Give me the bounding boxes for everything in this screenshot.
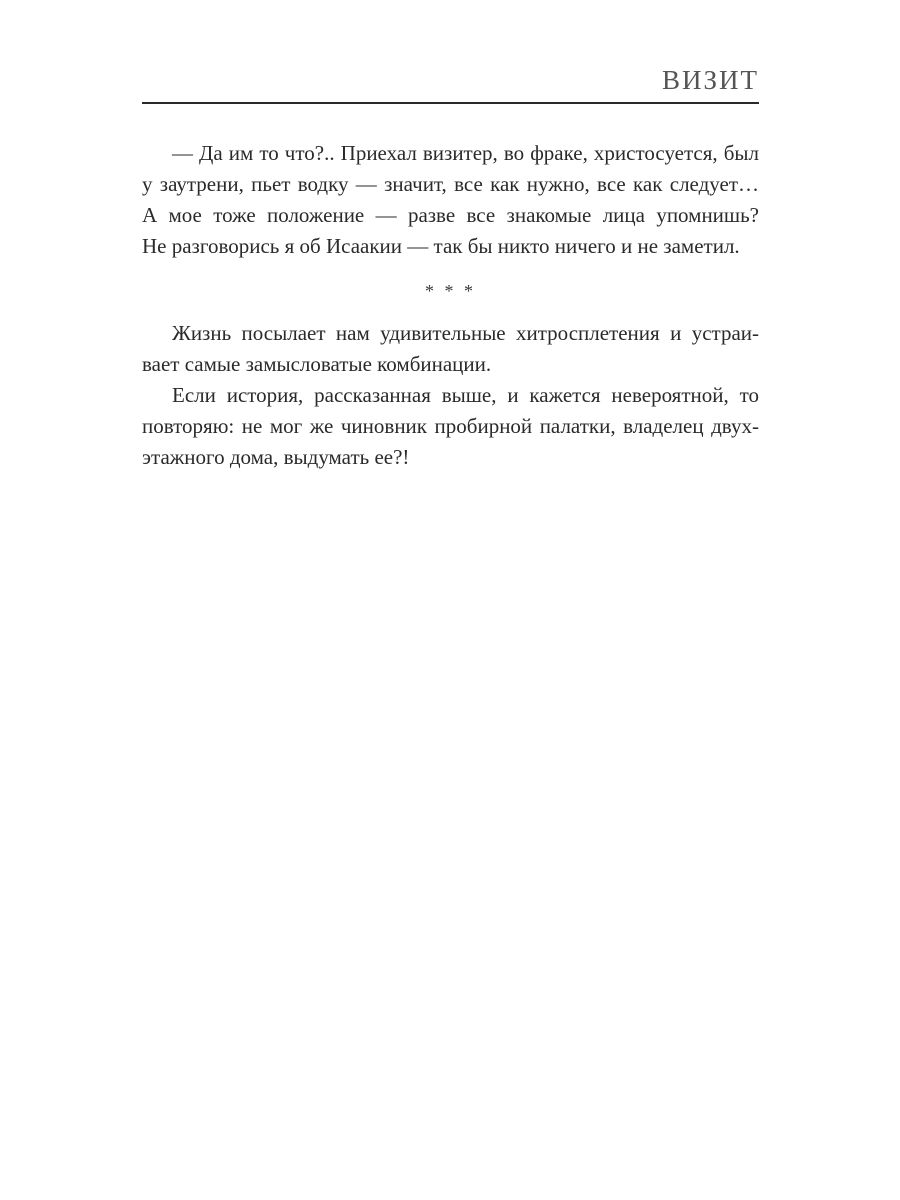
text-line: у заутрени, пьет водку — значит, все как нужно, все как следует… [142,172,759,196]
text-line: Жизнь посылает нам удивительные хитросплетения и устраи- [172,321,759,345]
paragraph-3 [142,380,759,473]
paragraph-2 [142,318,759,380]
paragraph-1 [142,138,759,262]
running-title: ВИЗИТ [661,65,759,95]
section-separator: * * * [425,281,476,301]
text-line: этажного дома, выдумать ее?! [142,445,410,469]
text-line: Не разговорись я об Исаакии — так бы никто ничего и не заметил. [142,234,740,258]
text-line: вает самые замысловатые комбинации. [142,352,492,376]
running-header [142,62,759,104]
text-line: А мое тоже положение — разве все знакомые лица упомнишь? [142,203,759,227]
body-text [142,138,759,473]
text-line: повторяю: не мог же чиновник пробирной палатки, владелец двух- [142,414,759,438]
text-line: — Да им то что?.. Приехал визитер, во фраке, христосуется, был [172,141,759,165]
text-line: Если история, рассказанная выше, и кажется невероятной, то [172,383,759,407]
